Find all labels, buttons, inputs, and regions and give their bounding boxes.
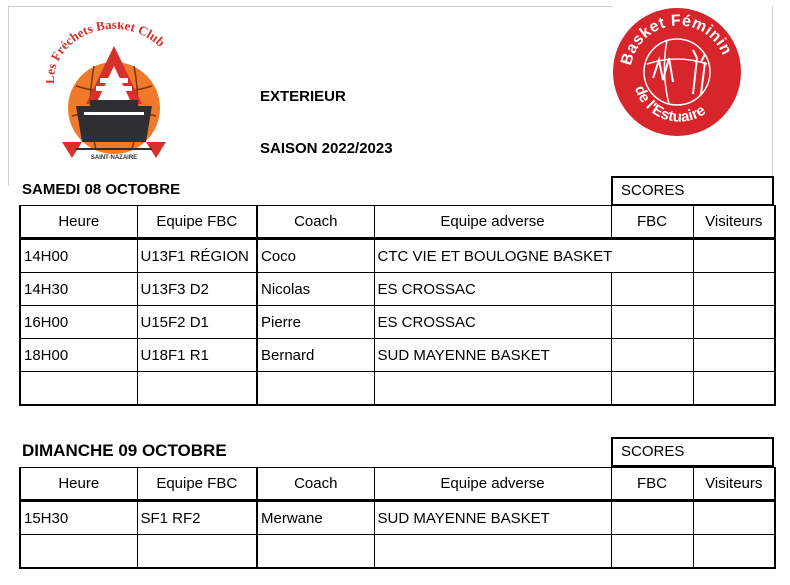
table-row — [20, 306, 775, 339]
cell-adverse: ES CROSSAC — [374, 273, 611, 306]
table-row — [20, 339, 775, 372]
column-header-coach: Coach — [257, 468, 374, 501]
cell-score-visiteurs — [693, 372, 775, 406]
cell-coach: Pierre — [257, 306, 374, 339]
cell-score-visiteurs — [693, 306, 775, 339]
column-header-heure: Heure — [20, 468, 137, 501]
cell-coach — [257, 535, 374, 569]
cell-coach: Coco — [257, 239, 374, 273]
cell-score-visiteurs — [693, 239, 775, 273]
table-row — [20, 501, 775, 535]
cell-score-fbc — [611, 239, 693, 273]
table-header-row — [20, 206, 775, 239]
column-header-adverse: Equipe adverse — [374, 206, 611, 239]
cell-adverse: ES CROSSAC — [374, 306, 611, 339]
saturday-title: SAMEDI 08 OCTOBRE — [22, 181, 181, 198]
cell-score-visiteurs — [693, 273, 775, 306]
column-header-visiteurs: Visiteurs — [693, 206, 775, 239]
cell-heure: 14H00 — [20, 239, 137, 273]
cell-heure: 18H00 — [20, 339, 137, 372]
cell-adverse — [374, 535, 611, 569]
column-header-coach: Coach — [257, 206, 374, 239]
table-row-empty — [20, 535, 775, 569]
cell-coach: Nicolas — [257, 273, 374, 306]
cell-adverse — [374, 372, 611, 406]
document-heading-season: SAISON 2022/2023 — [260, 140, 393, 157]
cell-score-visiteurs — [693, 535, 775, 569]
cell-adverse: CTC VIE ET BOULOGNE BASKET — [374, 239, 611, 273]
column-header-fbc: FBC — [611, 206, 693, 239]
left-logo-city: SAINT-NAZAIRE — [90, 155, 138, 161]
sunday-title: DIMANCHE 09 OCTOBRE — [22, 441, 227, 460]
cell-heure — [20, 372, 137, 406]
column-header-heure: Heure — [20, 206, 137, 239]
cell-equipe: U13F1 RÉGION — [137, 239, 257, 273]
cell-heure — [20, 535, 137, 569]
sunday-schedule-table — [19, 467, 776, 569]
cell-coach — [257, 372, 374, 406]
cell-equipe — [137, 535, 257, 569]
cell-equipe — [137, 372, 257, 406]
column-header-visiteurs: Visiteurs — [693, 468, 775, 501]
saturday-schedule-table — [19, 205, 776, 406]
cell-heure: 16H00 — [20, 306, 137, 339]
basket-feminin-estuaire-logo — [607, 2, 747, 142]
frechets-basket-club-logo — [46, 22, 182, 162]
cell-equipe: U15F2 D1 — [137, 306, 257, 339]
cell-heure: 15H30 — [20, 501, 137, 535]
cell-equipe: U18F1 R1 — [137, 339, 257, 372]
cell-score-fbc — [611, 372, 693, 406]
cell-score-fbc — [611, 273, 693, 306]
cell-equipe: U13F3 D2 — [137, 273, 257, 306]
cell-score-fbc — [611, 306, 693, 339]
cell-score-visiteurs — [693, 501, 775, 535]
document-heading-exterieur: EXTERIEUR — [260, 88, 346, 105]
cell-adverse: SUD MAYENNE BASKET — [374, 339, 611, 372]
cell-score-fbc — [611, 535, 693, 569]
cell-coach: Merwane — [257, 501, 374, 535]
cell-heure: 14H30 — [20, 273, 137, 306]
page-frame-top — [8, 6, 613, 7]
cell-equipe: SF1 RF2 — [137, 501, 257, 535]
page-frame-left — [8, 6, 9, 186]
column-header-equipe: Equipe FBC — [137, 468, 257, 501]
table-row — [20, 273, 775, 306]
left-logo-arc-text: Fréchets Basket Club — [47, 22, 169, 64]
table-row — [20, 239, 775, 273]
table-row-empty — [20, 372, 775, 406]
cell-score-fbc — [611, 501, 693, 535]
cell-adverse: SUD MAYENNE BASKET — [374, 501, 611, 535]
cell-coach: Bernard — [257, 339, 374, 372]
column-header-equipe: Equipe FBC — [137, 206, 257, 239]
column-header-fbc: FBC — [611, 468, 693, 501]
right-logo-bottom-text: de l'Estuaire — [631, 83, 709, 126]
cell-score-visiteurs — [693, 339, 775, 372]
cell-score-fbc — [611, 339, 693, 372]
table-header-row — [20, 468, 775, 501]
sunday-scores-label: SCORES — [611, 437, 774, 467]
page-frame-right — [772, 6, 773, 176]
right-logo-top-text: Basket Féminin — [618, 12, 735, 68]
column-header-adverse: Equipe adverse — [374, 468, 611, 501]
saturday-scores-label: SCORES — [611, 176, 774, 206]
